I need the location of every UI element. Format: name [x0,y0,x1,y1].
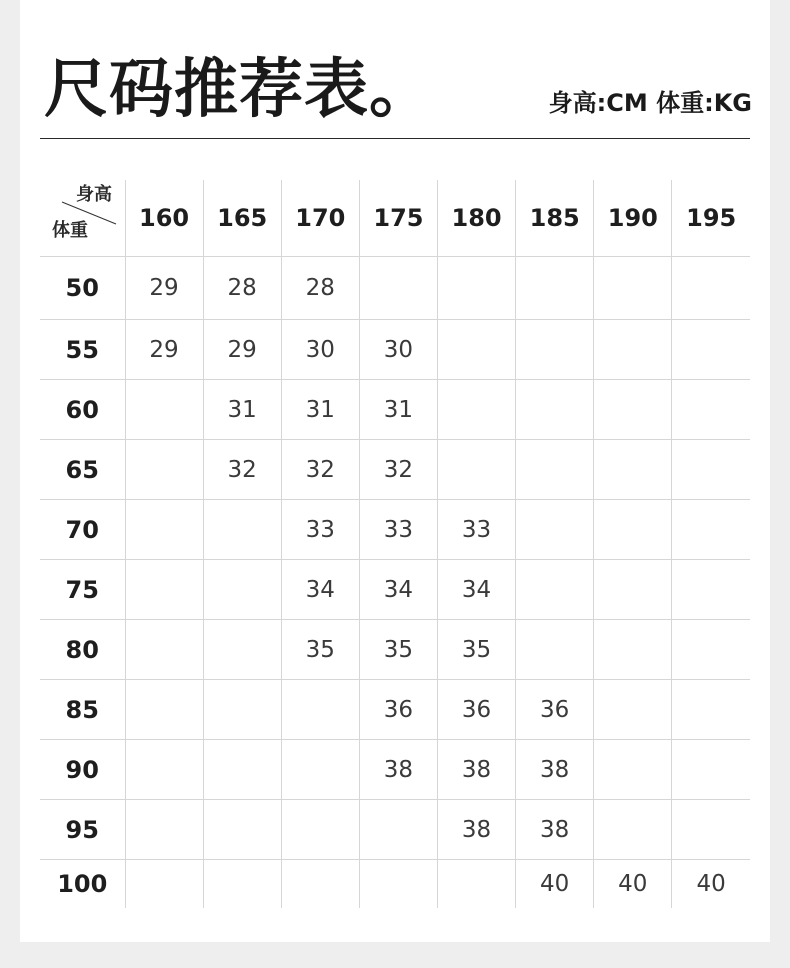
weight-header: 55 [40,320,125,380]
size-cell [594,800,672,860]
weight-header: 80 [40,620,125,680]
size-cell [594,560,672,620]
size-cell: 36 [359,680,437,740]
weight-header: 85 [40,680,125,740]
size-cell: 38 [516,800,594,860]
height-header: 175 [359,180,437,257]
size-cell: 29 [125,257,203,320]
size-chart-card [20,0,770,942]
size-cell: 38 [516,740,594,800]
size-cell [359,257,437,320]
size-cell [203,500,281,560]
height-header: 170 [281,180,359,257]
size-cell [125,800,203,860]
size-cell: 32 [359,440,437,500]
size-cell: 32 [281,440,359,500]
size-cell [672,257,750,320]
corner-cell [40,180,125,257]
size-cell [438,860,516,909]
size-cell [672,500,750,560]
size-cell [672,560,750,620]
size-cell [203,560,281,620]
size-cell [203,860,281,909]
size-cell [516,257,594,320]
size-cell [594,680,672,740]
size-cell: 28 [203,257,281,320]
size-cell [125,680,203,740]
size-cell: 40 [672,860,750,909]
size-cell [281,680,359,740]
size-cell [125,440,203,500]
size-cell: 34 [281,560,359,620]
weight-header: 95 [40,800,125,860]
size-cell: 35 [438,620,516,680]
size-cell [672,800,750,860]
size-cell: 29 [203,320,281,380]
size-cell [438,320,516,380]
size-cell [203,740,281,800]
corner-height-label: 身高 [76,184,112,205]
size-cell [672,680,750,740]
weight-header: 100 [40,860,125,909]
weight-header: 90 [40,740,125,800]
table-row [40,440,750,500]
size-cell [516,440,594,500]
size-cell [203,800,281,860]
size-cell: 34 [438,560,516,620]
size-cell: 30 [281,320,359,380]
weight-header: 75 [40,560,125,620]
size-cell [438,380,516,440]
size-cell [125,560,203,620]
size-cell: 38 [438,740,516,800]
title-divider [40,138,750,139]
height-header: 195 [672,180,750,257]
size-cell [672,320,750,380]
height-header: 165 [203,180,281,257]
page-title: 尺码推荐表。 [44,53,434,127]
size-cell: 40 [594,860,672,909]
units-label: 身高:CM 体重:KG [548,89,752,117]
size-cell: 35 [281,620,359,680]
size-cell [281,740,359,800]
size-cell: 33 [359,500,437,560]
size-cell [672,380,750,440]
table-row [40,800,750,860]
size-table [40,180,750,908]
table-row [40,500,750,560]
size-cell [516,380,594,440]
table-row [40,380,750,440]
size-cell: 33 [438,500,516,560]
size-cell: 31 [359,380,437,440]
size-cell: 31 [203,380,281,440]
size-cell [516,500,594,560]
size-cell [281,800,359,860]
size-cell [516,560,594,620]
size-cell: 35 [359,620,437,680]
corner-weight-label: 体重 [52,220,88,241]
size-cell [125,380,203,440]
size-cell [672,440,750,500]
size-cell [203,620,281,680]
size-cell [359,800,437,860]
size-cell [672,620,750,680]
height-header: 160 [125,180,203,257]
size-cell: 32 [203,440,281,500]
size-cell: 36 [438,680,516,740]
weight-header: 50 [40,257,125,320]
size-cell: 28 [281,257,359,320]
size-cell [438,257,516,320]
table-row [40,257,750,320]
table-row [40,680,750,740]
height-header: 180 [438,180,516,257]
size-cell [125,860,203,909]
size-cell: 38 [438,800,516,860]
size-cell [594,500,672,560]
weight-header: 70 [40,500,125,560]
size-cell [594,380,672,440]
weight-header: 65 [40,440,125,500]
size-cell [438,440,516,500]
height-header: 190 [594,180,672,257]
table-row [40,320,750,380]
table-row [40,560,750,620]
table-row [40,860,750,909]
size-cell [594,620,672,680]
size-cell [281,860,359,909]
size-cell: 29 [125,320,203,380]
size-cell [516,320,594,380]
size-cell [125,620,203,680]
size-cell [594,257,672,320]
size-cell: 36 [516,680,594,740]
size-cell [594,320,672,380]
size-cell [203,680,281,740]
size-cell [516,620,594,680]
size-cell: 31 [281,380,359,440]
size-cell: 40 [516,860,594,909]
size-cell [672,740,750,800]
size-cell [359,860,437,909]
header-row [40,180,750,257]
size-table-body [40,257,750,909]
table-row [40,620,750,680]
size-cell: 38 [359,740,437,800]
size-cell [125,500,203,560]
size-cell: 30 [359,320,437,380]
size-cell [594,440,672,500]
weight-header: 60 [40,380,125,440]
size-cell [594,740,672,800]
table-row [40,740,750,800]
size-cell [125,740,203,800]
height-header: 185 [516,180,594,257]
size-cell: 33 [281,500,359,560]
size-cell: 34 [359,560,437,620]
